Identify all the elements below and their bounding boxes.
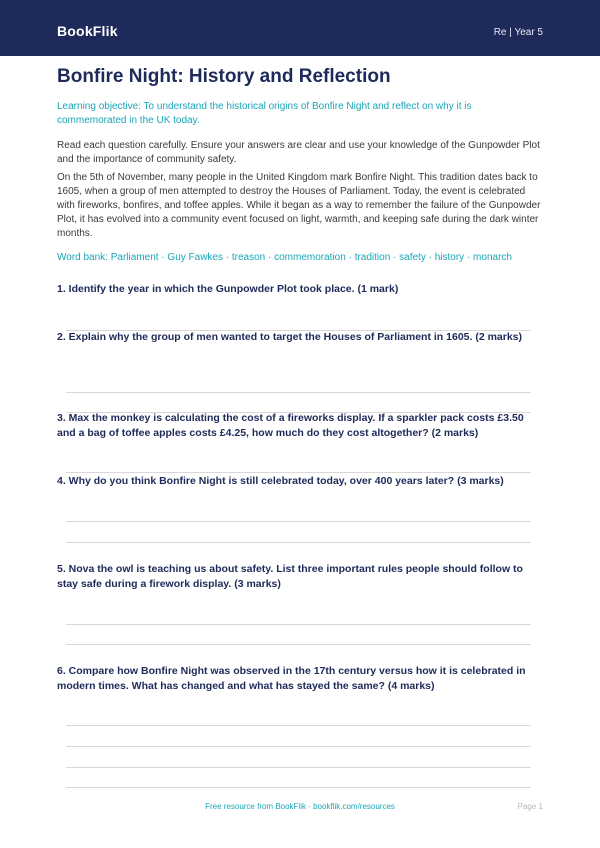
- page-header: [0, 0, 600, 56]
- answer-line[interactable]: [66, 787, 531, 788]
- footer-credit: Free resource from BookFlik · bookflik.com/resources: [205, 802, 395, 811]
- question-3: 3. Max the monkey is calculating the cost of a fireworks display. If a sparkler pack costs £3.50 and a bag of toffee apples costs £4.25, how much do they cost altogether? (2 marks): [57, 412, 524, 439]
- question-6: 6. Compare how Bonfire Night was observed in the 17th century versus how it is celebrated in modern times. What has changed and what has stayed the same? (4 marks): [57, 665, 526, 692]
- question-5: 5. Nova the owl is teaching us about safety. List three important rules people should follow to stay safe during a firework display. (3 marks): [57, 563, 523, 590]
- page-number: Page 1: [517, 802, 543, 811]
- answer-line[interactable]: [66, 542, 531, 543]
- answer-line[interactable]: [66, 746, 531, 747]
- question-2: 2. Explain why the group of men wanted to target the Houses of Parliament in 1605. (2 marks): [57, 331, 523, 343]
- answer-line[interactable]: [66, 767, 531, 768]
- answer-line[interactable]: [66, 624, 531, 625]
- answer-line[interactable]: [66, 521, 531, 522]
- instructions-paragraph: Read each question carefully. Ensure your answers are clear and use your knowledge of the Gunpowder Plot and the importance of community safety.: [57, 140, 540, 165]
- word-bank: Word bank: Parliament · Guy Fawkes · treason · commemoration · tradition · safety · history · monarch: [57, 252, 512, 263]
- header-meta: Re | Year 5: [493, 27, 543, 38]
- learning-objective: Learning objective: To understand the historical origins of Bonfire Night and reflect on why it is commemorated in the UK today.: [57, 101, 472, 126]
- question-1: 1. Identify the year in which the Gunpowder Plot took place. (1 mark): [57, 283, 399, 295]
- answer-line[interactable]: [66, 392, 531, 393]
- page-title: Bonfire Night: History and Reflection: [57, 66, 391, 87]
- reading-passage: On the 5th of November, many people in the United Kingdom mark Bonfire Night. This tradition dates back to 1605, when a group of men attempted to destroy the Houses of Parliament. Today, the event is celebrated with fireworks, bonfires, and toffee apples. While it began as a way to remember the failure of the Gunpowder Plot, it has evolved into a community event focused on light, warmth, and keeping safe during the dark winter months.: [57, 172, 541, 239]
- answer-line[interactable]: [66, 472, 531, 473]
- answer-line[interactable]: [66, 725, 531, 726]
- question-4: 4. Why do you think Bonfire Night is still celebrated today, over 400 years later? (3 marks): [57, 475, 504, 487]
- answer-line[interactable]: [66, 644, 531, 645]
- brand-logo: BookFlik: [57, 23, 118, 39]
